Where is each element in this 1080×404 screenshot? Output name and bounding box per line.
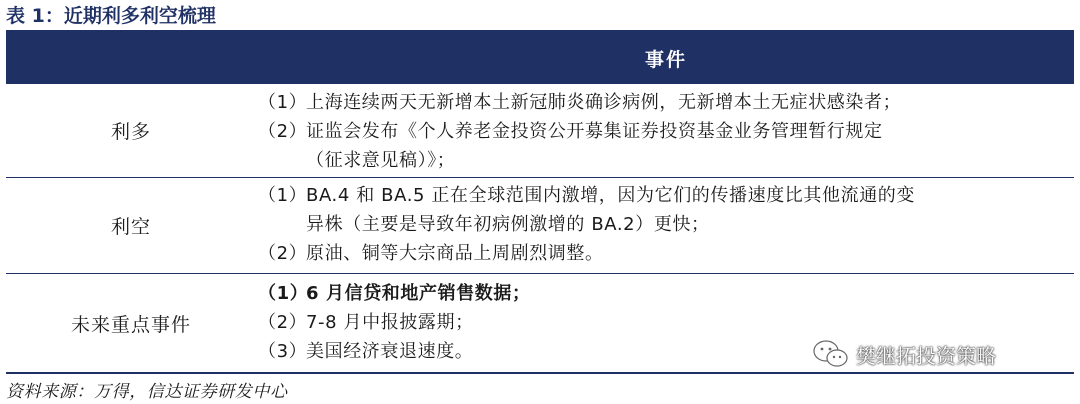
item-text: 美国经济衰退速度。	[306, 341, 474, 362]
row-content	[258, 181, 1060, 268]
item-text: 6 月信贷和地产销售数据；	[306, 283, 531, 304]
item-number: （2）	[258, 312, 308, 333]
item-text: 7-8 月中报披露期；	[306, 312, 474, 333]
item-number: （3）	[258, 341, 308, 362]
row-content	[258, 88, 1060, 175]
item-number: （1）	[258, 92, 308, 113]
list-item	[258, 181, 1060, 210]
item-number: （2）	[258, 243, 308, 264]
list-item	[258, 239, 1060, 268]
row-negative	[6, 178, 1074, 273]
table-header	[6, 32, 1074, 84]
watermark	[812, 339, 996, 369]
list-item	[258, 308, 1060, 337]
item-text: 证监会发布《个人养老金投资公开募集证券投资基金业务管理暂行规定	[306, 121, 883, 142]
watermark-text: 樊继拓投资策略	[856, 343, 996, 368]
item-number: （1）	[258, 283, 309, 304]
wechat-icon	[812, 339, 850, 369]
item-text: BA.4 和 BA.5 正在全球范围内激增，因为它们的传播速度比其他流通的变	[306, 185, 916, 206]
item-number: （1）	[258, 185, 308, 206]
item-text-continued: 异株（主要是导致年初病例激增的 BA.2）更快；	[306, 214, 710, 235]
row-label: 利空	[110, 216, 151, 238]
header-event: 事件	[644, 48, 687, 71]
item-text: 原油、铜等大宗商品上周剧烈调整。	[306, 243, 604, 264]
list-item	[258, 279, 1060, 308]
table-title: 表 1：近期利多利空梳理	[6, 5, 216, 27]
item-text-continued: （征求意见稿）》；	[306, 150, 456, 171]
row-positive	[6, 84, 1074, 177]
item-text: 上海连续两天无新增本土新冠肺炎确诊病例，无新增本土无症状感染者；	[306, 92, 902, 113]
row-label: 利多	[110, 121, 151, 143]
list-item	[258, 88, 1060, 117]
item-number: （2）	[258, 121, 308, 142]
row-label: 未来重点事件	[70, 313, 191, 336]
list-item	[258, 117, 1060, 146]
source-note: 资料来源：万得，信达证券研发中心	[6, 382, 288, 402]
bottom-rule	[6, 372, 1074, 374]
